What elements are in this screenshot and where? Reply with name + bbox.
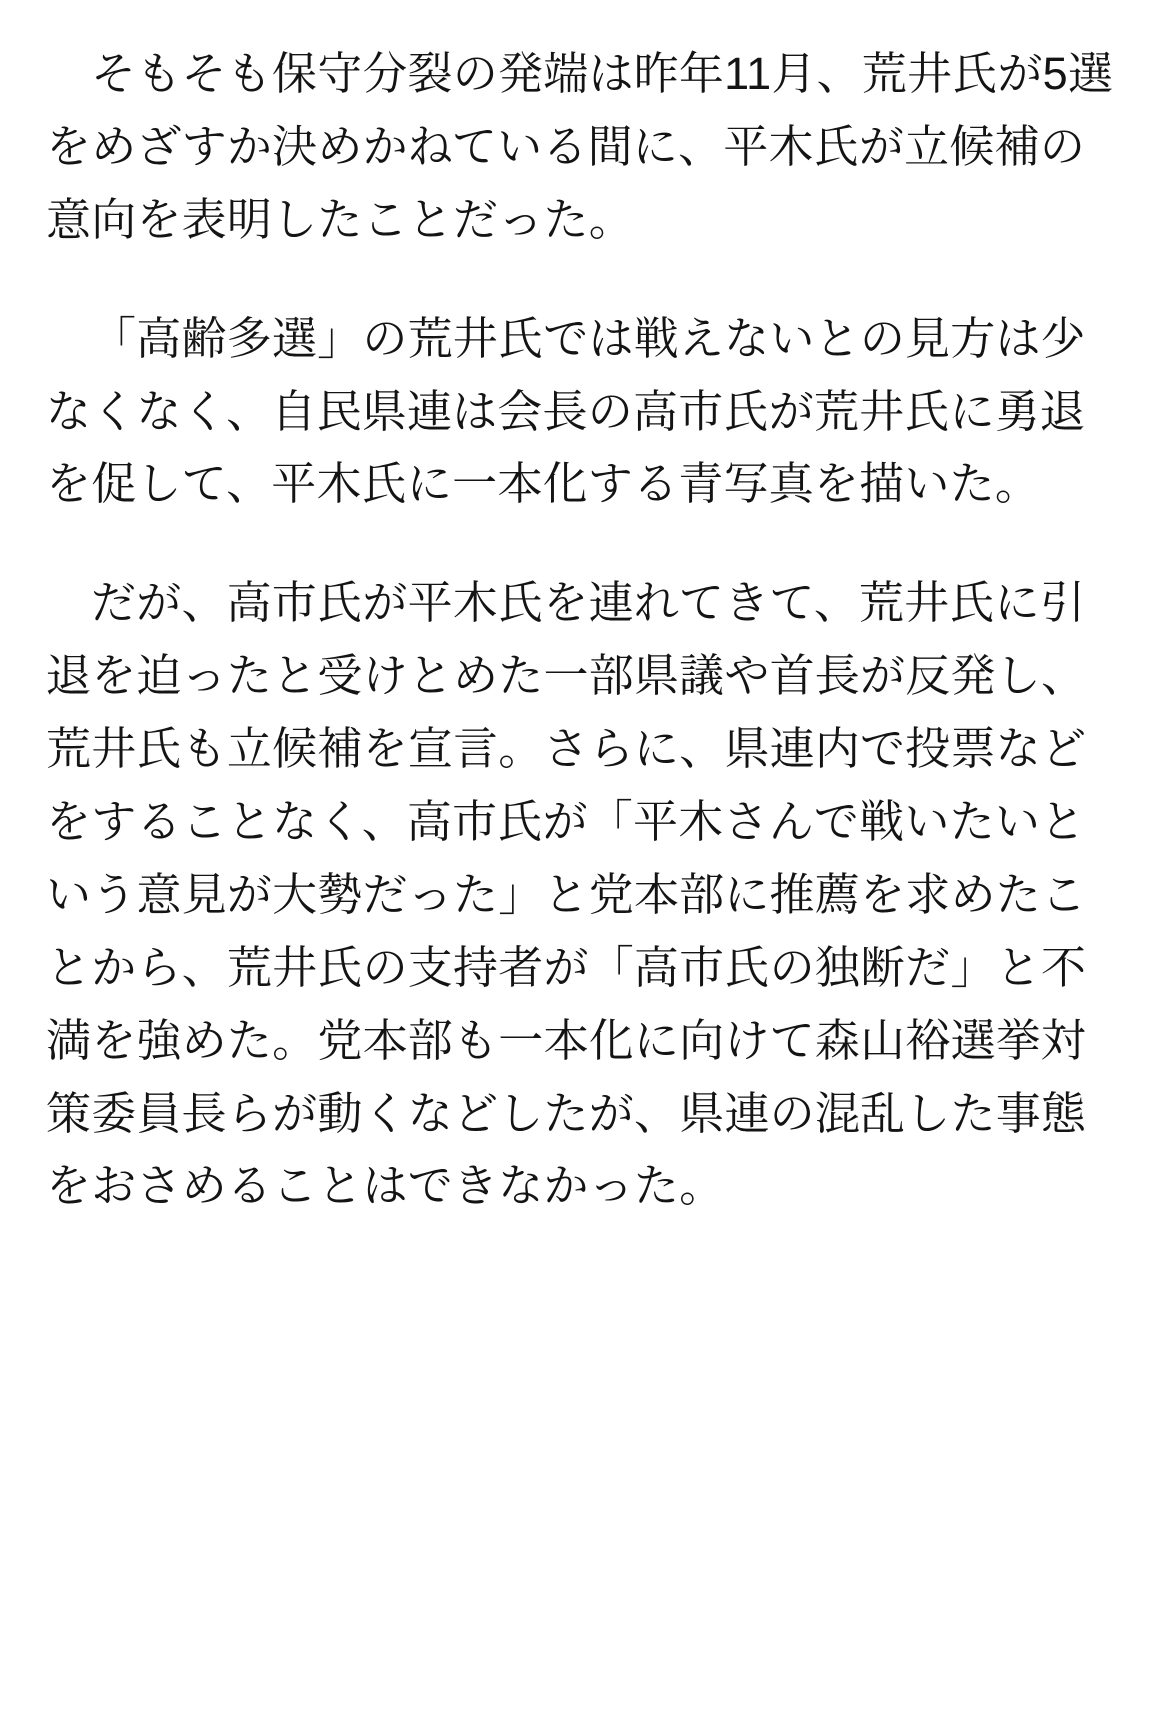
article-paragraph: だが、高市氏が平木氏を連れてきて、荒井氏に引退を迫ったと受けとめた一部県議や首長が反発し、荒井氏も立候補を宣言。さらに、県連内で投票などをすることなく、高市氏が「平木さんで戦いたいという意見が大勢だった」と党本部に推薦を求めたことから、荒井氏の支持者が「高市氏の独断だ」と不満を強めた。党本部も一本化に向けて森山裕選挙対策委員長らが動くなどしたが、県連の混乱した事態をおさめることはできなかった。 [46, 577, 1087, 1212]
article-body [46, 38, 1118, 1223]
article-paragraph: そもそも保守分裂の発端は昨年11月、荒井氏が5選をめざすか決めかねている間に、平木氏が立候補の意向を表明したことだった。 [46, 48, 1114, 245]
article-paragraph: 「高齢多選」の荒井氏では戦えないとの見方は少なくなく、自民県連は会長の高市氏が荒井氏に勇退を促して、平木氏に一本化する青写真を描いた。 [46, 312, 1086, 510]
